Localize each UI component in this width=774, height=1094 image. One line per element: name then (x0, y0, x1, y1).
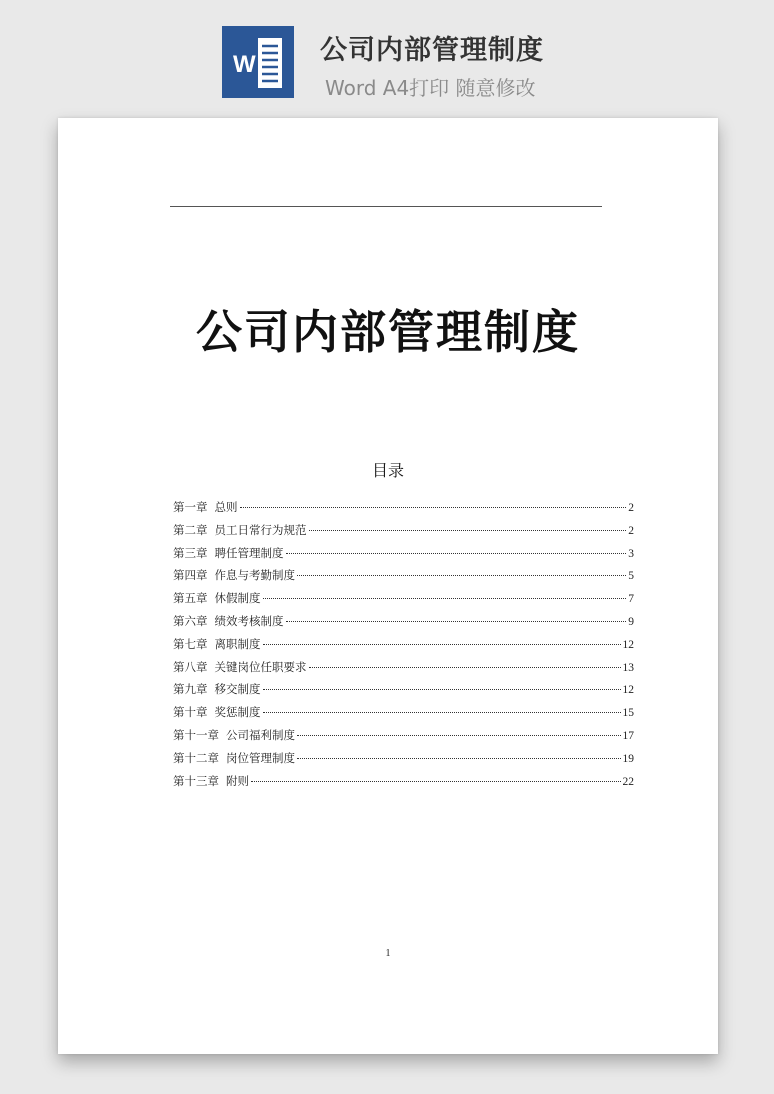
toc-entry[interactable] (173, 522, 634, 545)
document-title: 公司内部管理制度 (196, 305, 580, 359)
toc-chapter-number: 第四章 (173, 570, 208, 583)
toc-dot-leader (297, 575, 626, 576)
toc-page-number: 13 (622, 661, 634, 674)
toc-dot-leader (286, 553, 627, 554)
toc-dot-leader (263, 644, 621, 645)
svg-text:W: W (233, 51, 256, 78)
toc-entry[interactable] (173, 750, 634, 773)
toc-page-number: 7 (628, 593, 634, 606)
toc-chapter-number: 第二章 (173, 524, 208, 537)
toc-page-number: 17 (622, 729, 634, 742)
toc-page-number: 22 (622, 775, 634, 788)
toc-entry[interactable] (173, 590, 634, 613)
toc-chapter-title: 休假制度 (214, 593, 261, 606)
page-number: 1 (385, 948, 391, 959)
toc-dot-leader (297, 758, 621, 759)
banner-subtitle: Word A4打印 随意修改 (325, 76, 536, 100)
toc-page-number: 3 (628, 547, 634, 560)
banner-title: 公司内部管理制度 (320, 35, 544, 66)
toc-entry[interactable] (173, 773, 634, 796)
toc-dot-leader (263, 598, 627, 599)
toc-chapter-title: 公司福利制度 (226, 729, 295, 742)
toc-heading: 目录 (371, 461, 404, 480)
toc-entry[interactable] (173, 567, 634, 590)
toc-entry[interactable] (173, 704, 634, 727)
toc-chapter-title: 聘任管理制度 (214, 547, 284, 560)
toc-chapter-title: 岗位管理制度 (226, 752, 295, 765)
toc-chapter-number: 第七章 (173, 638, 208, 651)
toc-entry[interactable] (173, 499, 634, 522)
toc-entry[interactable] (173, 727, 634, 750)
toc-entry[interactable] (173, 681, 634, 704)
toc-chapter-title: 关键岗位任职要求 (214, 661, 307, 674)
toc-chapter-title: 绩效考核制度 (214, 615, 284, 628)
toc-dot-leader (263, 689, 621, 690)
toc-chapter-number: 第十三章 (173, 775, 219, 788)
toc-page-number: 12 (622, 684, 634, 697)
toc-page-number: 2 (628, 524, 634, 537)
toc-entry[interactable] (173, 659, 634, 682)
toc-chapter-title: 附则 (226, 775, 249, 788)
toc-dot-leader (251, 781, 621, 782)
toc-dot-leader (286, 621, 627, 622)
toc-chapter-number: 第五章 (173, 593, 208, 606)
toc-dot-leader (240, 507, 627, 508)
toc-entry[interactable] (173, 613, 634, 636)
toc-page-number: 9 (628, 615, 634, 628)
toc-dot-leader (297, 735, 621, 736)
toc-chapter-title: 移交制度 (214, 684, 261, 697)
toc-chapter-number: 第六章 (173, 615, 208, 628)
toc-chapter-number: 第十章 (173, 707, 208, 720)
toc-chapter-title: 离职制度 (214, 638, 261, 651)
toc-chapter-title: 总则 (214, 502, 238, 514)
table-of-contents (173, 499, 634, 795)
toc-chapter-number: 第一章 (173, 502, 208, 514)
toc-dot-leader (309, 667, 621, 668)
toc-chapter-number: 第十一章 (173, 729, 219, 742)
toc-page-number: 15 (622, 707, 634, 720)
word-doc-icon (222, 26, 294, 98)
toc-chapter-title: 员工日常行为规范 (214, 524, 307, 537)
preview-banner (0, 0, 774, 110)
toc-page-number: 5 (628, 570, 634, 583)
toc-chapter-number: 第九章 (173, 684, 208, 697)
toc-chapter-number: 第十二章 (173, 752, 219, 765)
toc-entry[interactable] (173, 636, 634, 659)
toc-chapter-number: 第八章 (173, 661, 208, 674)
toc-page-number: 12 (622, 638, 634, 651)
toc-dot-leader (263, 712, 621, 713)
toc-dot-leader (309, 530, 627, 531)
toc-chapter-title: 奖惩制度 (214, 707, 261, 720)
toc-entry[interactable] (173, 545, 634, 568)
header-rule (170, 206, 602, 207)
toc-page-number: 2 (628, 502, 634, 514)
toc-page-number: 19 (622, 752, 634, 765)
toc-chapter-number: 第三章 (173, 547, 208, 560)
toc-chapter-title: 作息与考勤制度 (214, 570, 295, 583)
document-page (58, 118, 718, 1054)
